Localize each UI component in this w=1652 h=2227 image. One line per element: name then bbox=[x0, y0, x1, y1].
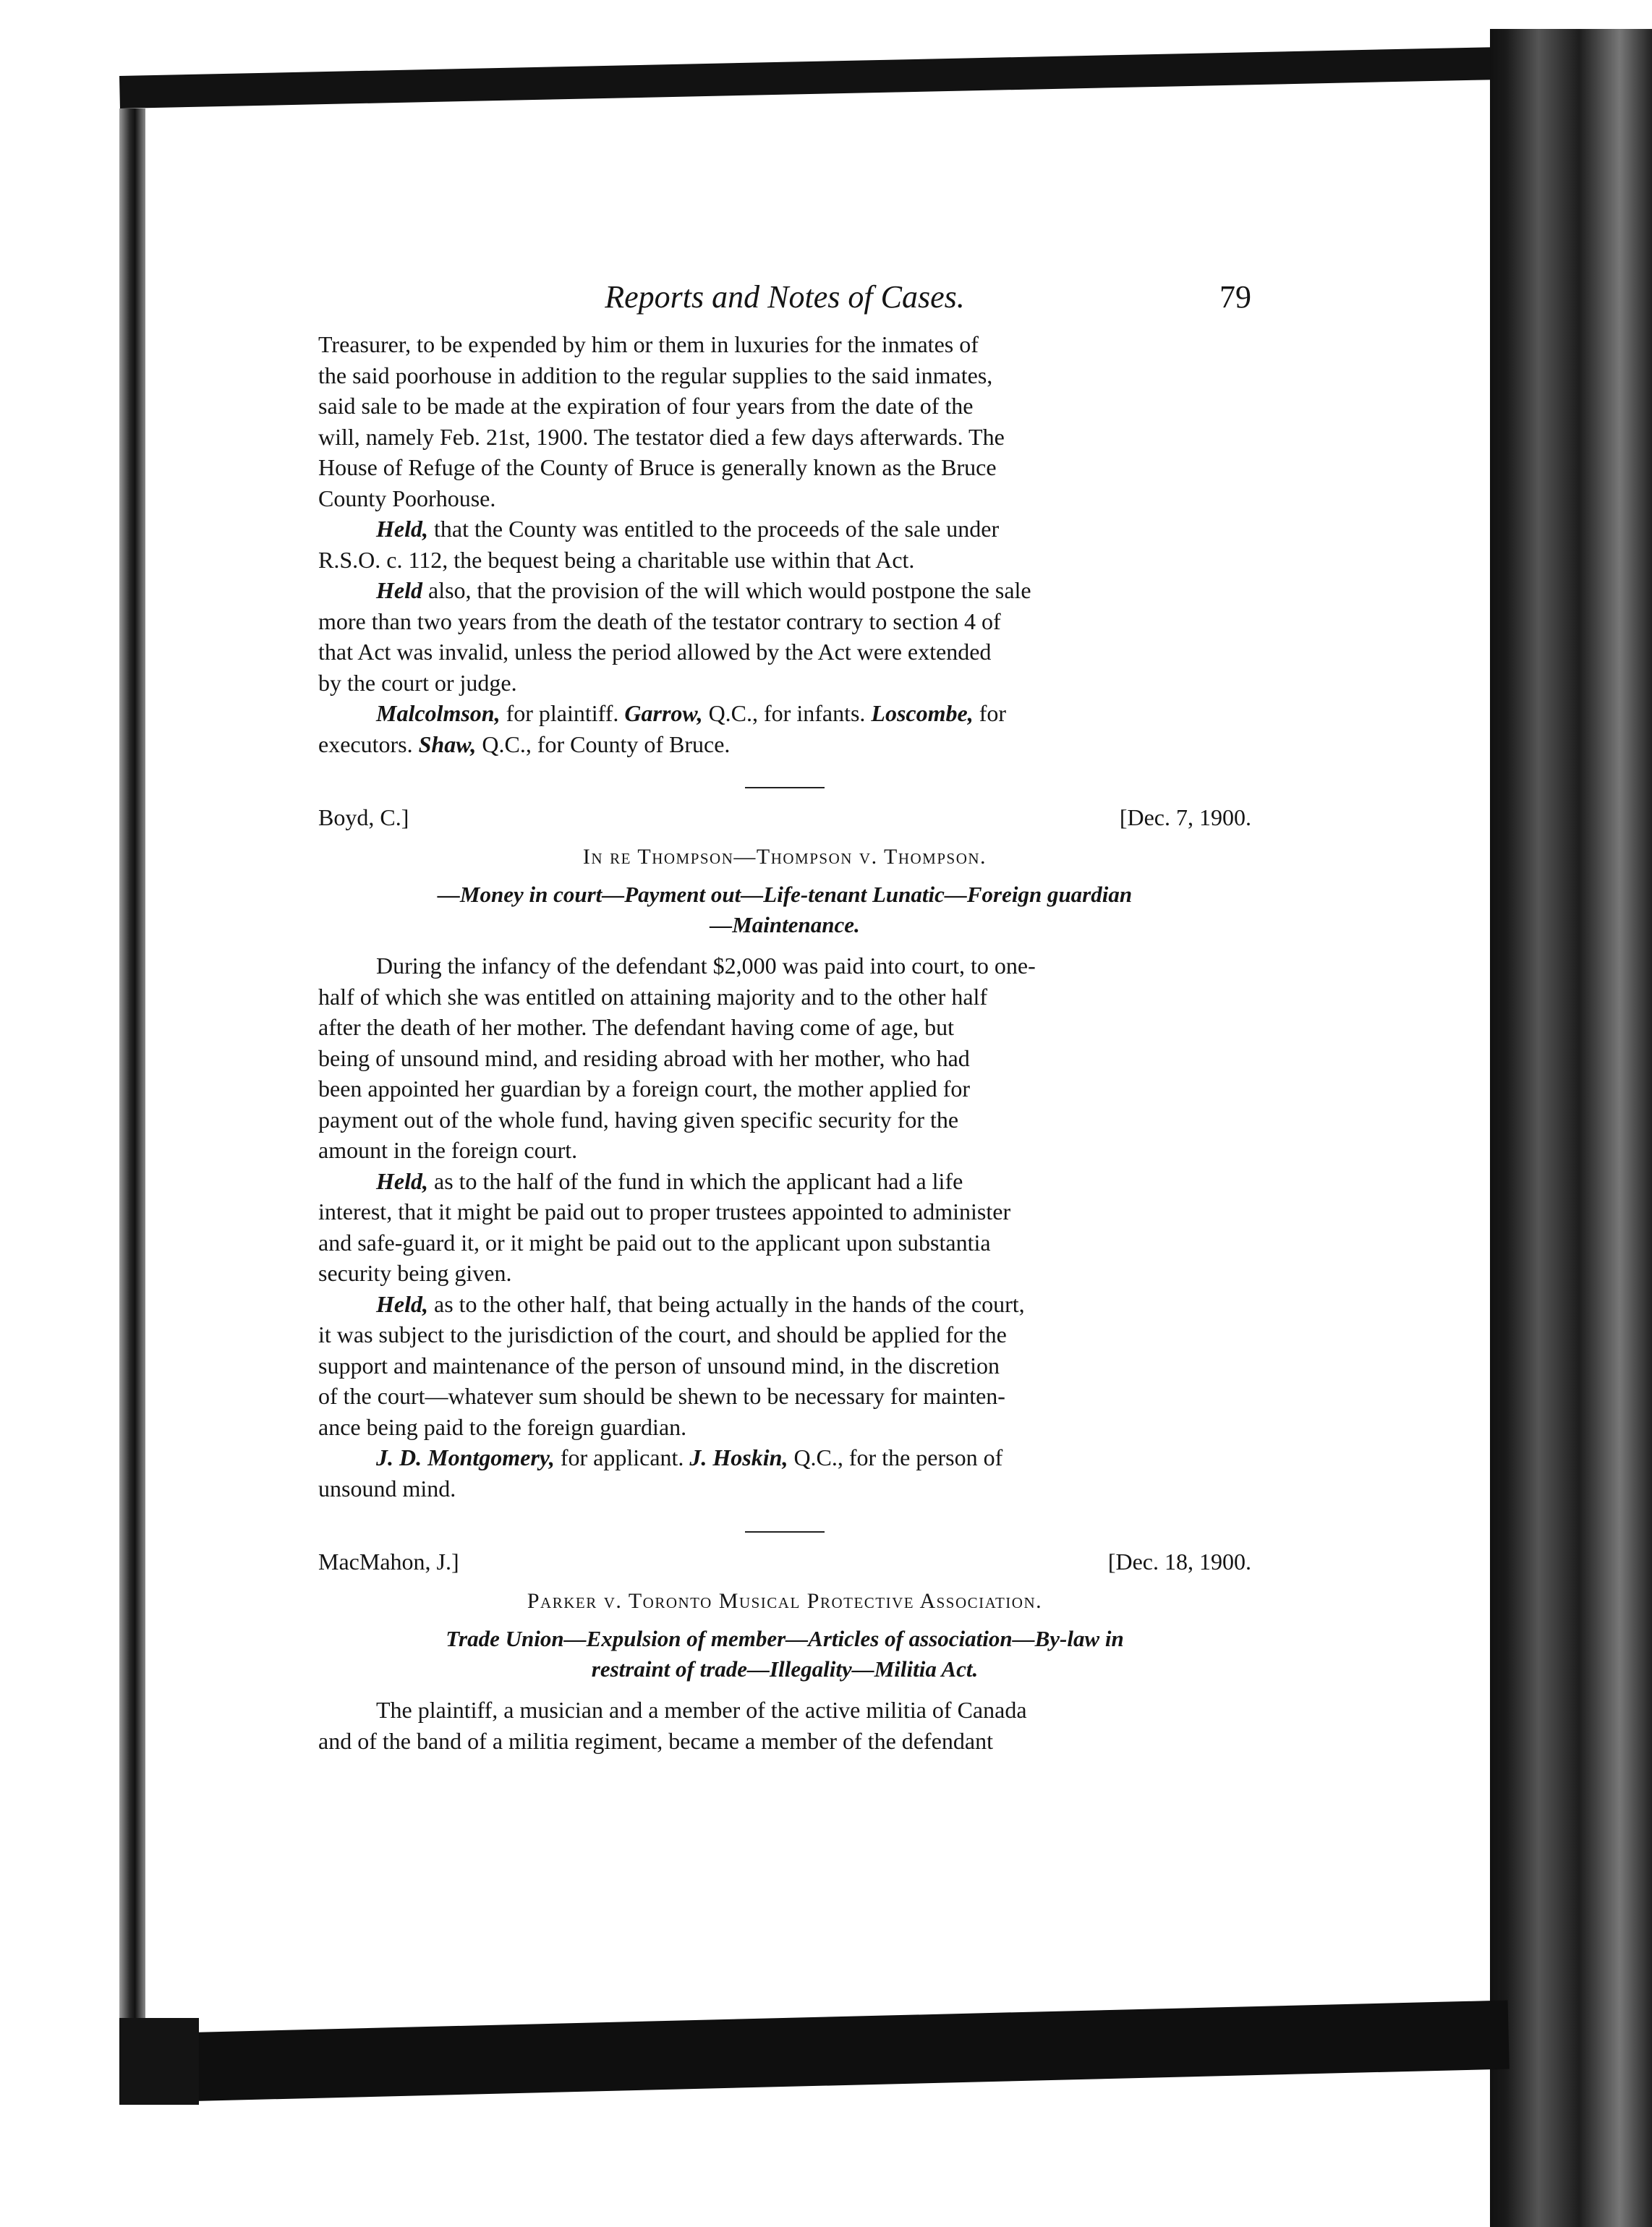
case-2-held-a: Held, as to the half of the fund in which the applicant had a life interest, that it might be paid out to proper trustees appointed to administer and safe-guard it, or it might be paid out to the applicant upon substantia security being given. bbox=[318, 1167, 1011, 1286]
case-2-counsel: J. D. Montgomery, for applicant. J. Hoskin, Q.C., for the person of unsound mind. bbox=[318, 1444, 1003, 1502]
case-2-header bbox=[318, 804, 1251, 840]
case-2-headnote: —Money in court—Payment out—Life-tenant Lunatic—Foreign guardian —Maintenance. bbox=[437, 882, 1133, 937]
running-head-title: Reports and Notes of Cases. bbox=[605, 279, 965, 315]
book-page bbox=[318, 278, 1251, 1756]
case-3-header bbox=[318, 1549, 1251, 1585]
case-2-held-b: Held, as to the other half, that being actually in the hands of the court, it was subject to the jurisdiction of the court, and should be applied for the support and maintenance of the person of unsound mind, in the discretion of the court—whatever sum should be shewn to be necessary for mainten- ance being paid to the foreign guardian. bbox=[318, 1290, 1025, 1440]
scan-border-bottom bbox=[192, 2001, 1510, 2101]
section-divider bbox=[745, 787, 825, 788]
scan-border-left bbox=[119, 108, 145, 2032]
page-number: 79 bbox=[1219, 279, 1251, 315]
counsel-paragraph-1: Malcolmson, for plaintiff. Garrow, Q.C., for infants. Loscombe, for executors. Shaw, Q.C., for County of Bruce. bbox=[318, 700, 1007, 757]
case-2-date: [Dec. 7, 1900. bbox=[1119, 804, 1251, 830]
case-3-judge: MacMahon, J.] bbox=[318, 1549, 459, 1575]
held-paragraph-2: Held also, that the provision of the will which would postpone the sale more than two years from the death of the testator contrary to section 4 of that Act was invalid, unless the period allowed by the Act were extended by the court or judge. bbox=[318, 577, 1031, 696]
scan-border-corner bbox=[119, 2018, 199, 2105]
running-head bbox=[318, 278, 1251, 329]
section-divider-2 bbox=[745, 1531, 825, 1533]
case-2-facts: During the infancy of the defendant $2,000 was paid into court, to one- half of which she was entitled on attaining majority and to the other half after the death of her mother. The defendant having come of age, but being of unsound mind, and residing abroad with her mother, who had been appointed her guardian by a foreign court, the mother applied for payment out of the whole fund, having given specific security for the amount in the foreign court. bbox=[318, 953, 1036, 1163]
scan-border-top bbox=[119, 47, 1494, 108]
held-paragraph-1: Held, that the County was entitled to the proceeds of the sale under R.S.O. c. 112, the bequest being a charitable use within that Act. bbox=[318, 516, 1000, 573]
intro-paragraph: Treasurer, to be expended by him or them in luxuries for the inmates of the said poorhouse in addition to the regular supplies to the said inmates, said sale to be made at the expiration of four years from the date of the will, namely Feb. 21st, 1900. The testator died a few days afterwards. The House of Refuge of the County of Bruce is generally known as the Bruce County Poorhouse. bbox=[318, 331, 1005, 511]
case-3-facts: The plaintiff, a musician and a member of the active militia of Canada and of the band of a militia regiment, became a member of the defendant bbox=[318, 1697, 1027, 1754]
case-3-headnote: Trade Union—Expulsion of member—Articles of association—By-law in restraint of trade—Illegality—Militia Act. bbox=[446, 1626, 1124, 1682]
case-2-title: In re Thompson—Thompson v. Thompson. bbox=[582, 845, 987, 869]
case-3-title: Parker v. Toronto Musical Protective Association. bbox=[527, 1589, 1043, 1613]
case-2-judge: Boyd, C.] bbox=[318, 804, 409, 830]
scan-border-right bbox=[1490, 29, 1652, 2227]
case-3-date: [Dec. 18, 1900. bbox=[1107, 1549, 1251, 1575]
